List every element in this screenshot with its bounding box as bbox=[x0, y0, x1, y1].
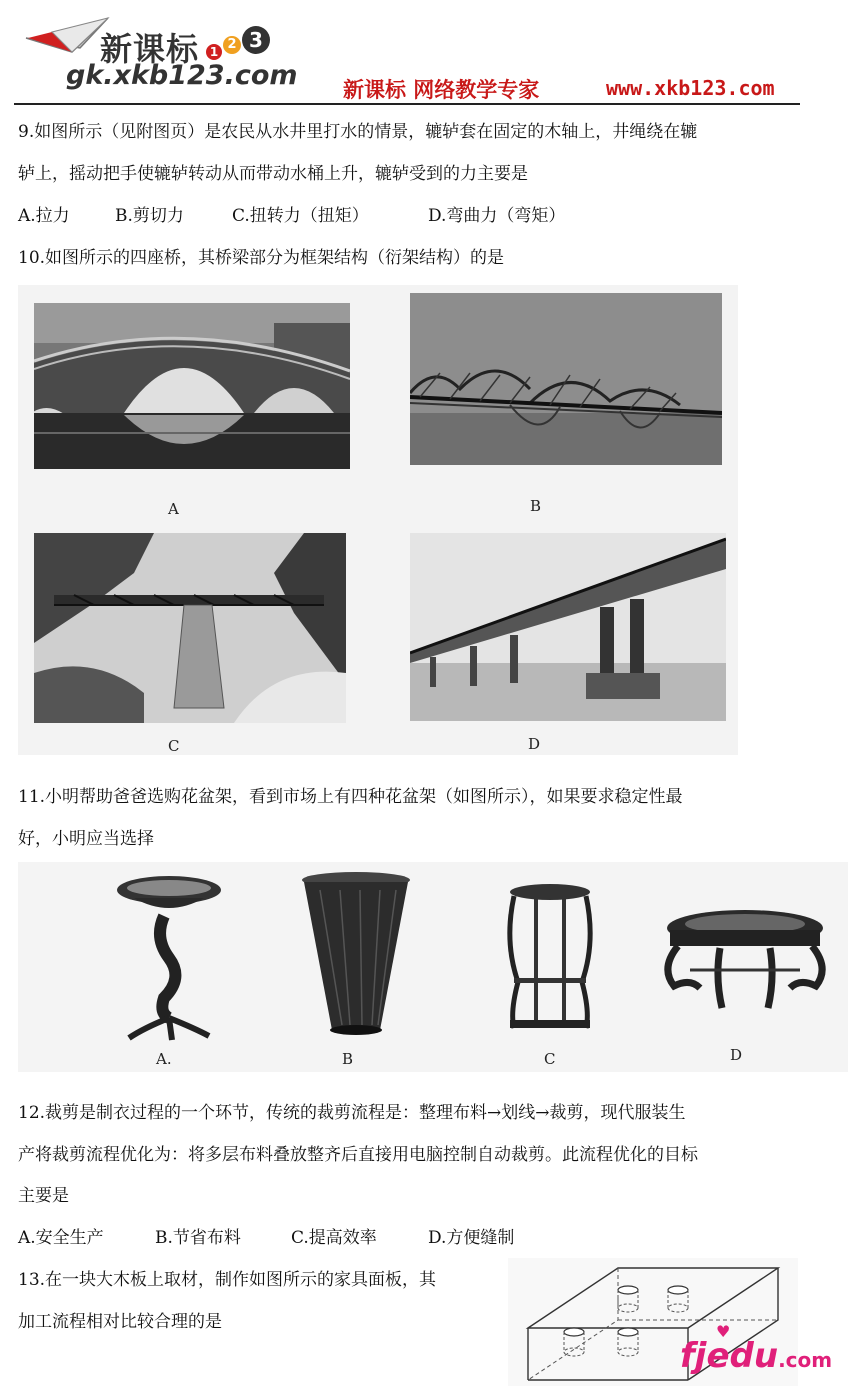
question-12-option-a: A.安全生产 bbox=[18, 1228, 104, 1248]
question-13-line-1: 13.在一块大木板上取材，制作如图所示的家具面板，其 bbox=[18, 1270, 437, 1290]
logo-digit-3: 3 bbox=[242, 26, 270, 54]
logo-swoosh-icon bbox=[22, 8, 112, 68]
question-12-line-3: 主要是 bbox=[18, 1186, 69, 1206]
header bbox=[0, 0, 850, 110]
watermark bbox=[680, 1322, 833, 1376]
question-12-line-2: 产将裁剪流程优化为：将多层布料叠放整齐后直接用电脑控制自动裁剪。此流程优化的目标 bbox=[18, 1145, 698, 1165]
flower-stand-figure-panel bbox=[18, 862, 848, 1072]
watermark-suffix: .com bbox=[778, 1348, 833, 1372]
question-12-option-b: B.节省布料 bbox=[155, 1228, 241, 1248]
flower-stand-b-image bbox=[300, 870, 412, 1038]
question-13-line-2: 加工流程相对比较合理的是 bbox=[18, 1312, 222, 1332]
question-9-option-a: A.拉力 bbox=[18, 206, 70, 226]
question-9-option-d: D.弯曲力（弯矩） bbox=[428, 206, 566, 226]
bridge-c-image bbox=[34, 533, 346, 723]
flower-stand-d-label: D bbox=[730, 1046, 743, 1064]
flower-stand-c-label: C bbox=[544, 1050, 556, 1068]
bridge-figure-panel bbox=[18, 285, 738, 755]
question-9-option-c: C.扭转力（扭矩） bbox=[232, 206, 369, 226]
watermark-heart-icon: ♥ bbox=[716, 1322, 731, 1341]
bridge-d-image bbox=[410, 533, 726, 721]
logo-digit-2: 2 bbox=[223, 36, 241, 54]
bridge-a-label: A bbox=[168, 500, 179, 518]
question-11-line-2: 好，小明应当选择 bbox=[18, 829, 154, 849]
question-12-option-c: C.提高效率 bbox=[291, 1228, 377, 1248]
logo-digit-1: 1 bbox=[206, 44, 222, 60]
question-9-option-b: B.剪切力 bbox=[115, 206, 184, 226]
question-12-option-d: D.方便缝制 bbox=[428, 1228, 515, 1248]
flower-stand-a-image bbox=[114, 868, 224, 1043]
question-9-line-2: 轳上，摇动把手使辘轳转动从而带动水桶上升，辘轳受到的力主要是 bbox=[18, 164, 528, 184]
flower-stand-a-label: A. bbox=[156, 1050, 172, 1068]
question-11-line-1: 11.小明帮助爸爸选购花盆架，看到市场上有四种花盆架（如图所示），如果要求稳定性最 bbox=[18, 787, 683, 807]
header-site-url: www.xkb123.com bbox=[606, 76, 775, 100]
header-rule bbox=[14, 103, 800, 105]
bridge-a-image bbox=[34, 303, 350, 469]
flower-stand-d-image bbox=[660, 908, 830, 1018]
watermark-text: fjedu bbox=[680, 1336, 779, 1376]
logo-brand-text: 新课标 bbox=[100, 30, 200, 68]
flower-stand-c-image bbox=[500, 882, 600, 1032]
logo-url: gk.xkb123.com bbox=[66, 60, 298, 91]
question-12-line-1: 12.裁剪是制衣过程的一个环节，传统的裁剪流程是：整理布料→划线→裁剪，现代服装生 bbox=[18, 1103, 686, 1123]
question-10-line-1: 10.如图所示的四座桥，其桥梁部分为框架结构（衍架结构）的是 bbox=[18, 248, 505, 268]
bridge-d-label: D bbox=[528, 735, 541, 753]
bridge-b-image bbox=[410, 293, 722, 465]
question-9-line-1: 9.如图所示（见附图页）是农民从水井里打水的情景，辘轳套在固定的木轴上，井绳绕在辘 bbox=[18, 122, 698, 142]
bridge-b-label: B bbox=[530, 497, 542, 515]
header-slogan: 新课标 网络教学专家 bbox=[343, 78, 540, 102]
bridge-c-label: C bbox=[168, 737, 180, 755]
flower-stand-b-label: B bbox=[342, 1050, 354, 1068]
